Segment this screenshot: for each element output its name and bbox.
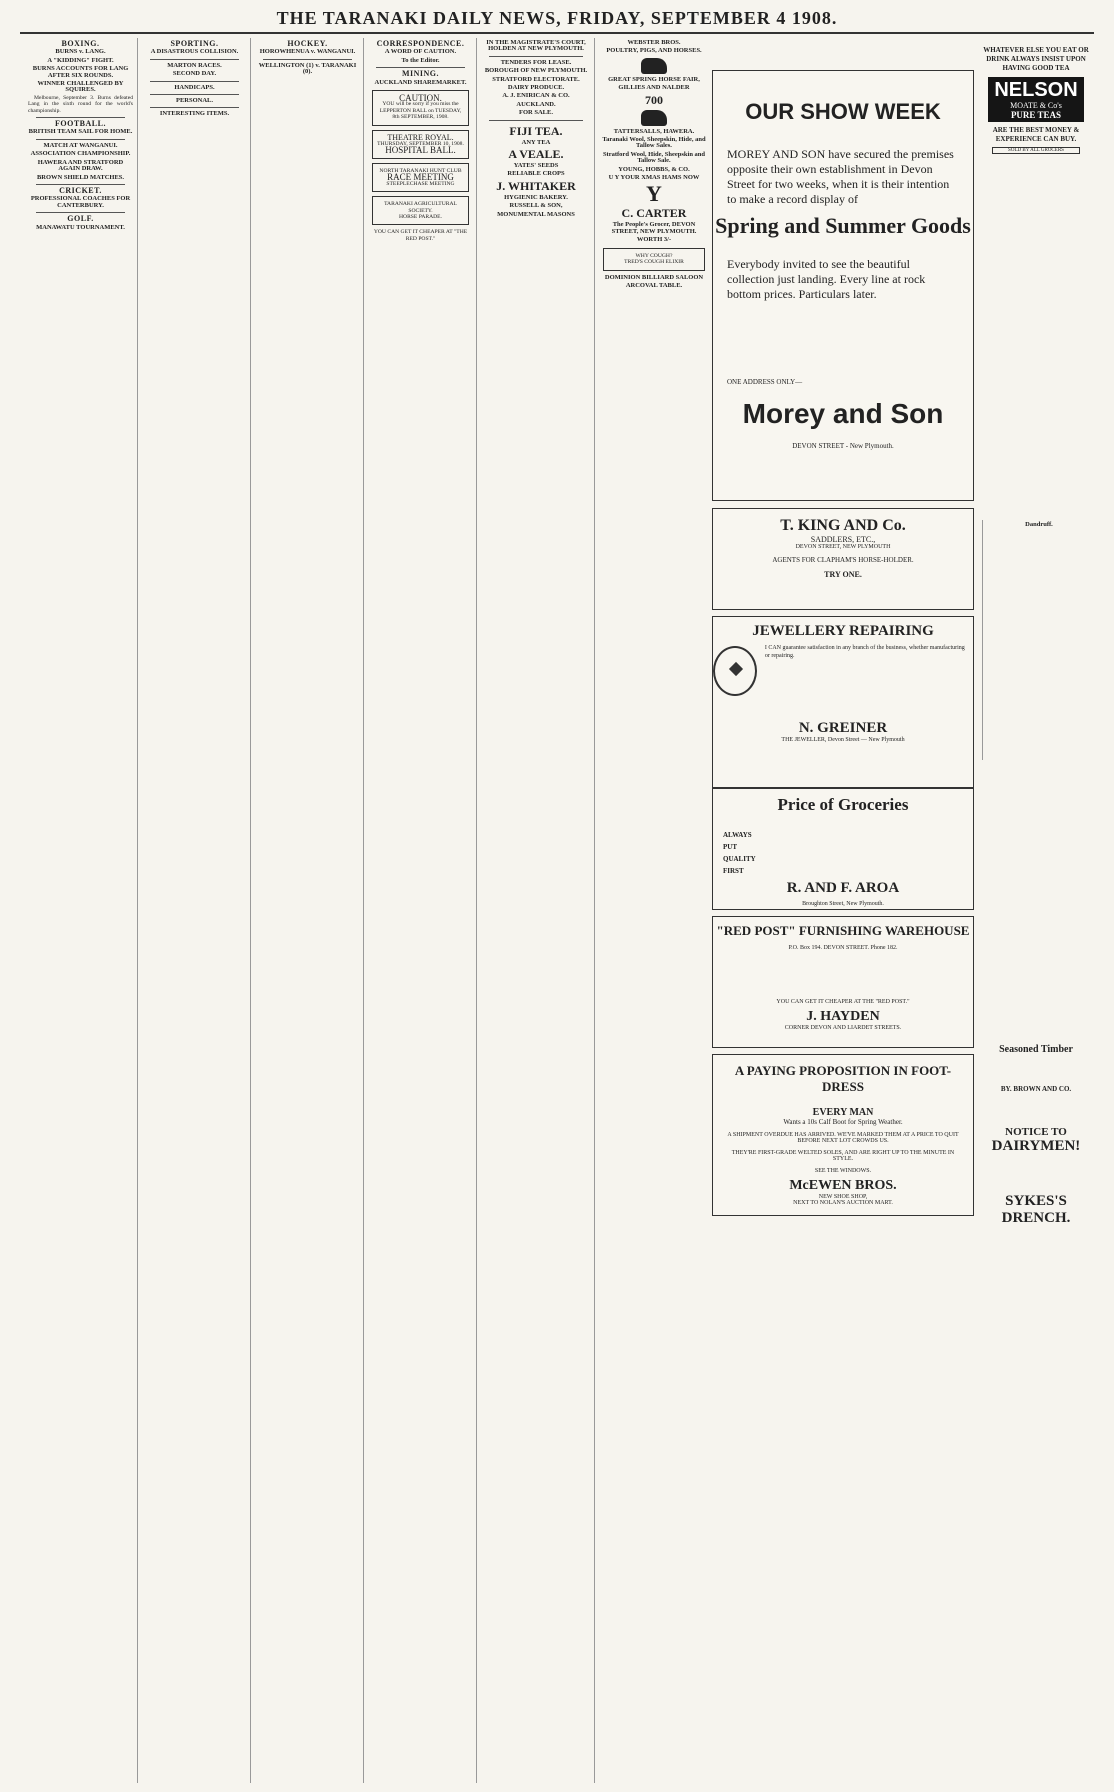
- notice-heading: DAIRY PRODUCE.: [507, 84, 565, 92]
- groceries-ad: Price of Groceries ALWAYS PUT QUALITY FIRST R. AND F. AROA Broughton Street, New Plymouth.: [712, 788, 974, 910]
- subheading: SECOND DAY.: [172, 70, 217, 78]
- subheading: BURNS ACCOUNTS FOR LANG AFTER SIX ROUNDS.: [32, 65, 129, 79]
- wanted-column: [982, 218, 1094, 388]
- subheading: A "KIDDING" FIGHT.: [47, 56, 114, 64]
- show-week-ad: OUR SHOW WEEK MOREY AND SON have secured the premises opposite their own establishment in Devon Street for two weeks, when it is their intention to make a record display of Spring and Summer Goods Everybody invited to see the beautiful collection just landing. Every line at rock bottom prices. Particulars later.: [712, 70, 974, 372]
- dandruff-column: [982, 520, 1095, 760]
- big-letter: Y: [646, 181, 662, 207]
- notice-heading: YATES' SEEDS: [513, 162, 559, 170]
- subheading: HOROWHENUA v. WANGANUI.: [259, 48, 356, 56]
- subheading: BRITISH TEAM SAIL FOR HOME.: [28, 128, 133, 136]
- column-hockey: [250, 38, 364, 1783]
- notice-heading: YOUNG, HOBBS, & CO.: [618, 165, 690, 173]
- subheading: PROFESSIONAL COACHES FOR CANTERBURY.: [30, 195, 131, 209]
- notice-heading: WEBSTER BROS.: [627, 39, 681, 46]
- cough-ad: WHY COUGH? TRED'S COUGH ELIXIR: [603, 248, 705, 271]
- section-heading-mining: MINING.: [401, 69, 440, 79]
- caution-ad: CAUTION. YOU will be sorry if you miss the LEPPERTON BALL on TUESDAY, 8th SEPTEMBER, 1908.: [372, 90, 469, 126]
- subheading: BROWN SHIELD MATCHES.: [36, 173, 125, 181]
- subheading: MANAWATU TOURNAMENT.: [36, 223, 125, 231]
- divider: [36, 117, 125, 118]
- subheading: A DISASTROUS COLLISION.: [150, 48, 239, 56]
- divider: [36, 212, 125, 213]
- divider: [263, 59, 352, 60]
- masthead-rule: [20, 32, 1094, 34]
- subheading: HAWERA AND STRATFORD AGAIN DRAW.: [37, 158, 124, 173]
- notice-heading: Dandruff.: [1025, 521, 1053, 528]
- section-heading-football: FOOTBALL.: [55, 119, 106, 129]
- notice-heading: TENDERS FOR LEASE.: [500, 58, 572, 66]
- notice-heading: POULTRY, PIGS, AND HORSES.: [606, 47, 702, 55]
- horse-icon: [641, 58, 667, 74]
- t-king-ad: T. KING AND Co. SADDLERS, ETC., DEVON STREET, NEW PLYMOUTH AGENTS FOR CLAPHAM'S HORSE-HOLDER. TRY ONE.: [712, 508, 974, 610]
- notice-heading: AUCKLAND.: [516, 100, 556, 108]
- column-sports-2: [137, 38, 251, 1783]
- subheading: WELLINGTON (1) v. TARANAKI (0).: [258, 61, 357, 76]
- masthead: THE TARANAKI DAILY NEWS, FRIDAY, SEPTEMBER 4 1908.: [276, 8, 838, 28]
- notice-heading: TATTERSALLS, HAWERA.: [613, 127, 695, 135]
- section-heading-golf: GOLF.: [67, 214, 94, 224]
- column-auctions: [594, 38, 713, 1783]
- nelson-tea-ad: WHATEVER ELSE YOU EAT OR DRINK ALWAYS INSIST UPON HAVING GOOD TEA NELSON MOATE & Co's PURE TEAS ARE THE BEST MONEY & EXPERIENCE CAN BUY. SOLD BY ALL GROCERS: [983, 46, 1089, 153]
- subheading: BURNS v. LANG.: [55, 48, 106, 56]
- divider: [36, 139, 125, 140]
- divider: [376, 67, 465, 68]
- red-post-ad: "RED POST" FURNISHING WAREHOUSE P.O. Box 194. DEVON STREET. Phone 182. YOU CAN GET IT CHEAPER AT THE "RED POST." J. HAYDEN CORNER DEVON AND LIARDET STREETS.: [712, 916, 974, 1048]
- subheading: MARTON RACES.: [167, 61, 222, 69]
- subheading: WINNER CHALLENGED BY SQUIRES.: [37, 80, 124, 94]
- section-heading-correspondence: CORRESPONDENCE.: [376, 39, 465, 48]
- divider: [150, 107, 239, 108]
- veale-ad: A VEALE.: [508, 147, 564, 162]
- foot-dress-ad: A PAYING PROPOSITION IN FOOT-DRESS EVERY MAN Wants a 10s Calf Boot for Spring Weather. A SHIPMENT OVERDUE HAS ARRIVED. WE'VE MARKED THEM AT A PRICE TO QUIT BEFORE NEXT LOT CROWDS US. THEY'RE FIRST-GRADE WELTED SOLES, AND ARE RIGHT UP TO THE MINUTE IN STYLE. SEE THE WINDOWS. McEWEN BROS. NEW SHOE SHOP, NEXT TO NOLAN'S AUCTION MART.: [712, 1054, 974, 1216]
- subheading: To the Editor.: [401, 56, 440, 64]
- notice-heading: STRATFORD ELECTORATE.: [492, 75, 580, 83]
- section-heading-boxing: BOXING.: [61, 39, 100, 48]
- divider: [489, 120, 583, 121]
- subheading: ASSOCIATION CHAMPIONSHIP.: [30, 150, 131, 158]
- subheading: INTERESTING ITEMS.: [159, 110, 230, 118]
- notice-heading: ANY TEA: [521, 138, 551, 146]
- timber-ad: Seasoned Timber BY. BROWN AND CO.: [999, 1044, 1073, 1093]
- notice-heading: Stratford Wool, Hide, Sheepskin and Tallow Sale.: [602, 150, 706, 165]
- notice-heading: RUSSELL & SON,: [509, 202, 563, 210]
- divider: [36, 184, 125, 185]
- notice-heading: FOR SALE.: [519, 109, 553, 117]
- notice-heading: The People's Grocer, DEVON STREET, NEW PLYMOUTH.: [611, 221, 697, 235]
- subheading: A WORD OF CAUTION.: [384, 48, 457, 56]
- horses-count: 700: [645, 92, 663, 107]
- notice-heading: MONUMENTAL MASONS: [497, 210, 575, 218]
- fiji-tea-ad: FIJI TEA.: [509, 123, 563, 138]
- divider: [150, 81, 239, 82]
- notice-heading: BOROUGH OF NEW PLYMOUTH.: [484, 67, 588, 75]
- divider: [150, 59, 239, 60]
- article-lead: Melbourne, September 3. Burns defeated Lang in the sixth round for the world's championship.: [28, 94, 133, 114]
- column-correspondence: [363, 38, 477, 1783]
- subheading: AUCKLAND SHAREMARKET.: [374, 78, 467, 86]
- notice-heading: A. J. ENIRICAN & CO.: [502, 92, 570, 100]
- whitaker-ad: J. WHITAKER: [496, 178, 576, 193]
- notice-heading: RELIABLE CROPS: [507, 170, 565, 178]
- morey-and-son-ad: ONE ADDRESS ONLY— Morey and Son DEVON STREET - New Plymouth.: [712, 370, 974, 501]
- notice-heading: U Y YOUR XMAS HAMS NOW: [608, 174, 700, 182]
- notice-heading: GREAT SPRING HORSE FAIR,: [608, 75, 700, 83]
- carter-ad: C. CARTER: [621, 206, 687, 221]
- brooch-icon: [713, 646, 757, 696]
- notice-heading: ARCOVAL TABLE.: [625, 281, 683, 289]
- jewellery-ad: JEWELLERY REPAIRING I CAN guarantee satisfaction in any branch of the business, whether manufacturing or repairing. N. GREINER THE JEWELLER, Devon Street — New Plymouth: [712, 616, 974, 788]
- sykes-drench-ad: NOTICE TO DAIRYMEN! SYKES'S DRENCH.: [991, 1126, 1081, 1226]
- notice-heading: GILLIES AND NALDER: [618, 84, 690, 92]
- section-heading-hockey: HOCKEY.: [287, 39, 328, 48]
- column-notices: [476, 38, 595, 1783]
- divider: [150, 94, 239, 95]
- red-post-line: YOU CAN GET IT CHEAPER AT "THE RED POST.": [373, 229, 468, 242]
- subheading: PERSONAL.: [175, 97, 214, 105]
- notice-heading: Taranaki Wool, Sheepskin, Hide, and Tallow Sales.: [602, 136, 706, 150]
- notice-heading: IN THE MAGISTRATE'S COURT, HOLDEN AT NEW PLYMOUTH.: [486, 39, 586, 53]
- notice-heading: DOMINION BILLIARD SALOON: [604, 273, 704, 281]
- hunt-club-ad: NORTH TARANAKI HUNT CLUB RACE MEETING STEEPLECHASE MEETING: [372, 163, 469, 192]
- agricultural-ad: TARANAKI AGRICULTURAL SOCIETY. HORSE PARADE.: [372, 196, 469, 225]
- theatre-ad: THEATRE ROYAL. THURSDAY, SEPTEMBER 10, 1908. HOSPITAL BALL.: [372, 130, 469, 159]
- subheading: HANDICAPS.: [174, 83, 215, 91]
- column-sports-1: [24, 38, 137, 1783]
- divider: [489, 56, 583, 57]
- section-heading-sporting: SPORTING.: [170, 39, 219, 48]
- horse-icon: [641, 110, 667, 126]
- notice-heading: HYGIENIC BAKERY.: [504, 193, 568, 201]
- section-heading-cricket: CRICKET.: [59, 185, 102, 195]
- notice-heading: WORTH 3/-: [636, 236, 672, 244]
- subheading: MATCH AT WANGANUI.: [43, 141, 118, 149]
